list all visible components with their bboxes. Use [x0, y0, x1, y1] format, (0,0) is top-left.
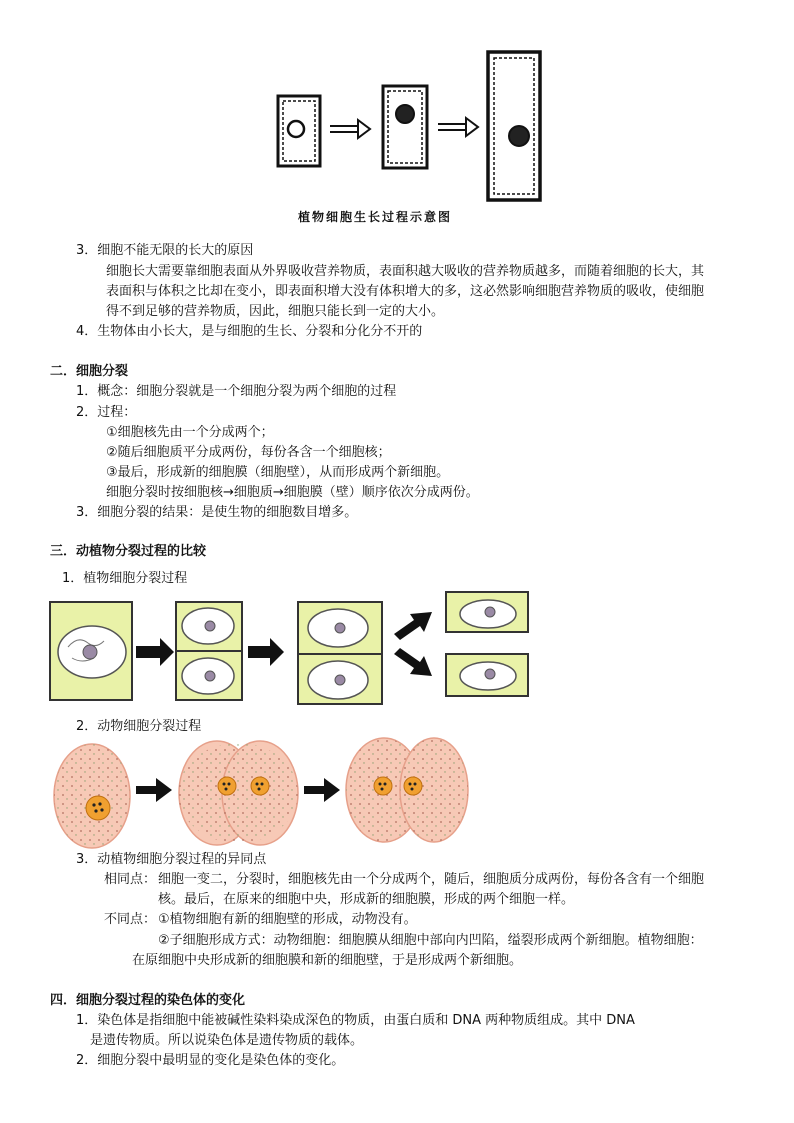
same-line1: 细胞一变二，分裂时，细胞核先由一个分成两个，随后，细胞质分成两份，每份各含有一个细胞 [158, 872, 705, 887]
growth-item4: 4．生物体由小长大，是与细胞的生长、分裂和分化分不开的 [76, 324, 423, 339]
animal-division-label: 2．动物细胞分裂过程 [76, 719, 202, 734]
small-nucleus [288, 121, 304, 137]
growth-para-line2: 表面积与体积之比却在变小，即表面积增大没有体积增大的多，这必然影响细胞营养物质的吸收，使细胞 [106, 284, 705, 299]
plant-division-figure [48, 592, 538, 712]
plant-growth-figure [258, 46, 558, 232]
arrow-right-icon [330, 120, 370, 138]
medium-nucleus [396, 105, 414, 123]
arrow-right-icon [136, 778, 172, 802]
plant-division-label: 1．植物细胞分裂过程 [62, 571, 188, 586]
section2-heading: 二．细胞分裂 [50, 364, 129, 379]
same-line2: 核。最后，在原来的细胞中央，形成新的细胞膜，形成的两个细胞一样。 [158, 892, 575, 907]
arrow-right-icon [304, 778, 340, 802]
section2-item1: 1．概念：细胞分裂就是一个细胞分裂为两个细胞的过程 [76, 384, 397, 399]
large-cell [488, 52, 540, 200]
large-nucleus [509, 126, 529, 146]
section2-step2: ②随后细胞质平分成两份，每份各含一个细胞核； [106, 445, 391, 460]
section2-step1: ①细胞核先由一个分成两个； [106, 425, 274, 440]
arrow-up-right-icon [394, 612, 432, 640]
same-label: 相同点： [104, 872, 157, 887]
medium-cell [383, 86, 427, 168]
animal-nucleus [86, 796, 110, 820]
section2-item2: 2．过程： [76, 405, 137, 420]
section2-item3: 3．细胞分裂的结果：是使生物的细胞数目增多。 [76, 505, 358, 520]
section4-item2: 2．细胞分裂中最明显的变化是染色体的变化。 [76, 1053, 345, 1068]
figure-caption: 植物细胞生长过程示意图 [298, 210, 453, 224]
diff-label: 不同点： [104, 912, 157, 927]
diff-line2: ②子细胞形成方式：动物细胞：细胞膜从细胞中部向内凹陷，缢裂形成两个新细胞。植物细胞： [158, 933, 703, 948]
section2-order: 细胞分裂时按细胞核→细胞质→细胞膜（壁）顺序依次分成两份。 [106, 485, 479, 500]
arrow-right-icon [438, 118, 478, 136]
plant-growth-drawing [258, 46, 558, 232]
section4-item1-line2: 是遗传物质。所以说染色体是遗传物质的载体。 [90, 1033, 364, 1048]
growth-para-line3: 得不到足够的营养物质，因此，细胞只能长到一定的大小。 [106, 304, 445, 319]
arrow-right-icon [136, 638, 174, 666]
arrow-down-right-icon [394, 648, 432, 676]
section2-step3: ③最后，形成新的细胞膜（细胞壁），从而形成两个新细胞。 [106, 465, 450, 480]
growth-item3: 3．细胞不能无限的长大的原因 [76, 243, 254, 258]
arrow-right-icon [248, 638, 284, 666]
section3-item3: 3．动植物细胞分裂过程的异同点 [76, 852, 267, 867]
section4-heading: 四．细胞分裂过程的染色体的变化 [50, 993, 246, 1008]
animal-division-figure [52, 738, 492, 848]
section3-heading: 三．动植物分裂过程的比较 [50, 544, 207, 559]
section4-item1-line1: 1．染色体是指细胞中能被碱性染料染成深色的物质，由蛋白质和 DNA 两种物质组成。其中 DNA [76, 1013, 635, 1028]
diff-line1: ①植物细胞有新的细胞壁的形成，动物没有。 [158, 912, 417, 927]
diff-line3: 在原细胞中央形成新的细胞膜和新的细胞壁，于是形成两个新细胞。 [132, 953, 523, 968]
growth-para-line1: 细胞长大需要靠细胞表面从外界吸收营养物质，表面积越大吸收的营养物质越多，而随着细胞的长大，其 [106, 264, 705, 279]
small-cell [278, 96, 320, 166]
